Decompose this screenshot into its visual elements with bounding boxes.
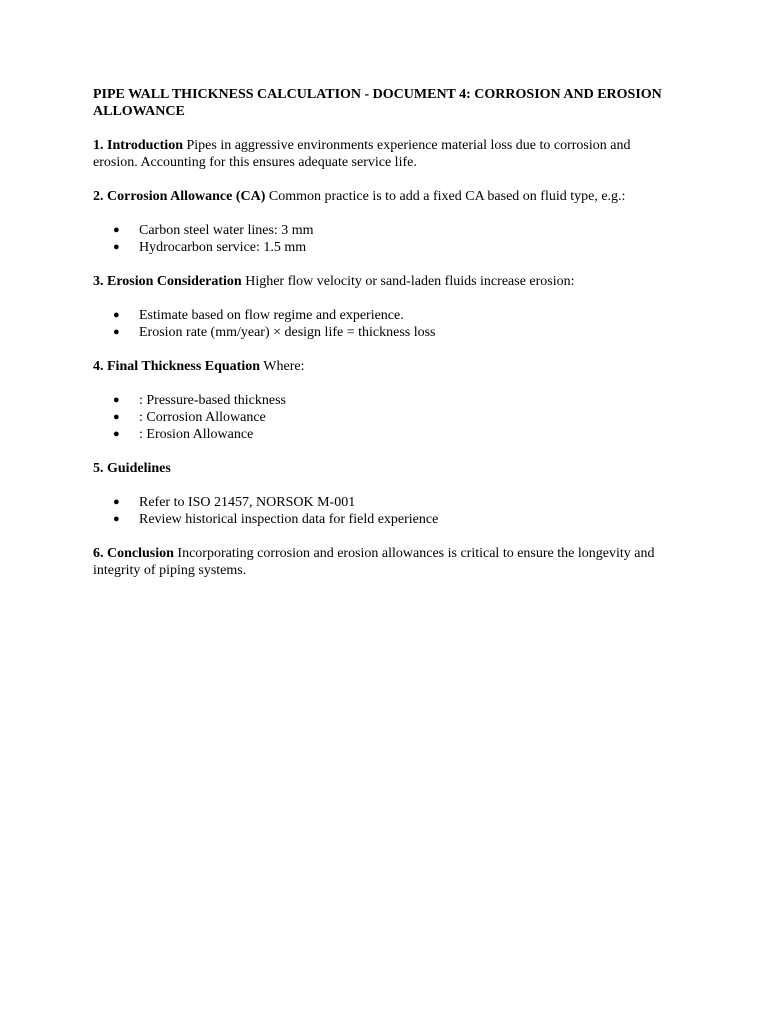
section-heading: 5. Guidelines <box>93 461 171 476</box>
bullet-icon: ● <box>113 326 120 338</box>
list-item <box>93 409 668 426</box>
list-item <box>93 324 668 341</box>
section-text: Pipes in aggressive environments experience material loss due to corrosion and erosion. Accounting for this ensures adequate service life. <box>93 138 631 170</box>
list-item <box>93 511 668 528</box>
list-item <box>93 392 668 409</box>
section-introduction <box>93 137 668 171</box>
list-item <box>93 307 668 324</box>
section-final-thickness-equation <box>93 358 668 375</box>
section-heading: 2. Corrosion Allowance (CA) <box>93 189 266 204</box>
document-page <box>93 87 668 596</box>
list-item <box>93 494 668 511</box>
section-heading: 4. Final Thickness Equation <box>93 359 261 374</box>
list-item-text: Estimate based on flow regime and experience. <box>139 308 404 323</box>
section-text: Higher flow velocity or sand-laden fluids increase erosion: <box>241 274 575 289</box>
list-item-text: Erosion rate (mm/year) × design life = thickness loss <box>139 325 436 340</box>
bullet-icon: ● <box>113 309 120 321</box>
bullet-icon: ● <box>113 513 120 525</box>
list-item-text: : Erosion Allowance <box>139 427 254 442</box>
list-item-text: Carbon steel water lines: 3 mm <box>139 223 314 238</box>
list-item-text: : Pressure-based thickness <box>139 393 286 408</box>
section-heading: 1. Introduction <box>93 138 183 153</box>
section-guidelines <box>93 460 668 477</box>
bullet-icon: ● <box>113 241 120 253</box>
bullet-list <box>93 222 668 256</box>
section-conclusion <box>93 545 668 579</box>
list-item <box>93 426 668 443</box>
section-text: Incorporating corrosion and erosion allowances is critical to ensure the longevity and integrity of piping systems. <box>93 546 655 578</box>
bullet-icon: ● <box>113 496 120 508</box>
section-text: Common practice is to add a fixed CA based on fluid type, e.g.: <box>265 189 626 204</box>
document-title: PIPE WALL THICKNESS CALCULATION - DOCUMENT 4: CORROSION AND EROSION ALLOWANCE <box>93 87 662 119</box>
bullet-list <box>93 392 668 443</box>
section-heading: 3. Erosion Consideration <box>93 274 242 289</box>
bullet-list <box>93 307 668 341</box>
list-item-text: Review historical inspection data for field experience <box>139 512 439 527</box>
bullet-icon: ● <box>113 411 120 423</box>
section-erosion-consideration <box>93 273 668 290</box>
bullet-list <box>93 494 668 528</box>
section-corrosion-allowance <box>93 188 668 205</box>
list-item-text: Hydrocarbon service: 1.5 mm <box>139 240 307 255</box>
section-text: Where: <box>260 359 305 374</box>
section-heading: 6. Conclusion <box>93 546 174 561</box>
list-item <box>93 239 668 256</box>
bullet-icon: ● <box>113 394 120 406</box>
list-item-text: Refer to ISO 21457, NORSOK M-001 <box>139 495 356 510</box>
bullet-icon: ● <box>113 428 120 440</box>
list-item-text: : Corrosion Allowance <box>139 410 266 425</box>
list-item <box>93 222 668 239</box>
bullet-icon: ● <box>113 224 120 236</box>
